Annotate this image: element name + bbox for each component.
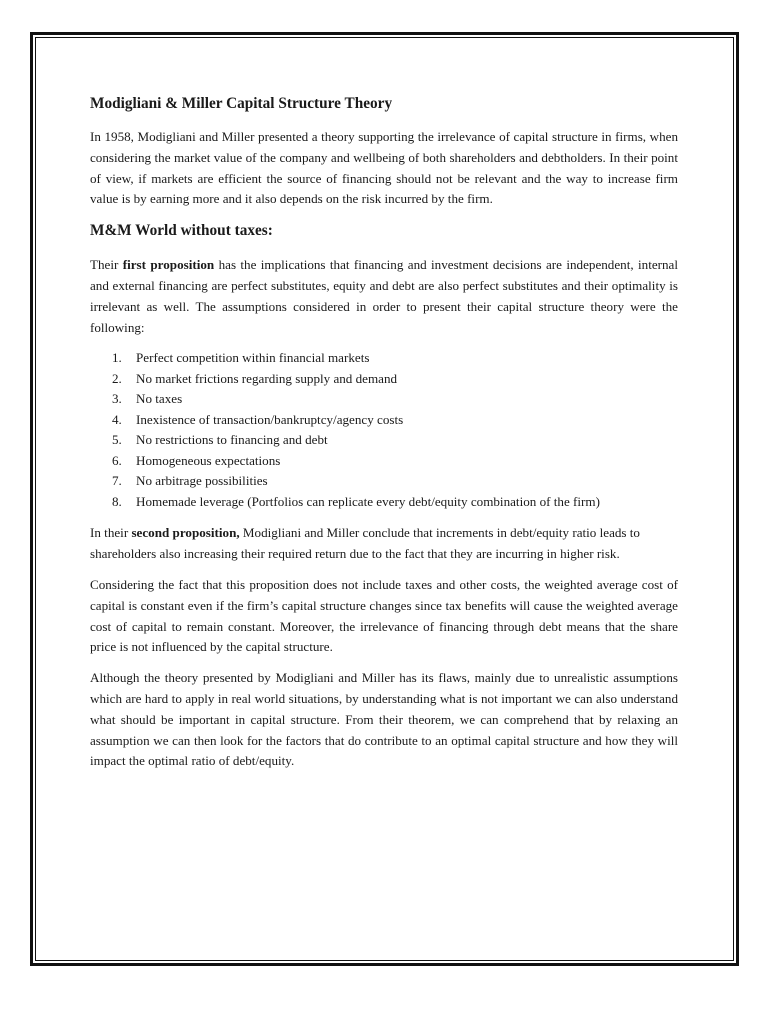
list-number: 3. — [112, 391, 122, 407]
list-text: No taxes — [136, 391, 183, 407]
first-proposition-bold: first proposition — [122, 257, 215, 273]
first-proposition-paragraph — [90, 255, 678, 338]
document-title: Modigliani & Miller Capital Structure Theory — [90, 95, 393, 112]
list-number: 2. — [112, 370, 122, 386]
list-number: 7. — [112, 473, 122, 489]
list-text: Inexistence of transaction/bankruptcy/agency costs — [136, 411, 404, 427]
list-number: 4. — [112, 411, 122, 427]
second-proposition-rest: Modigliani and Miller conclude that increments in debt/equity ratio leads to shareholders also increasing their required return due to the fact that they are incurring in higher risk. — [90, 525, 640, 562]
list-item — [90, 430, 678, 451]
document-body — [90, 93, 678, 782]
list-number: 5. — [112, 432, 122, 448]
list-item — [90, 410, 678, 431]
list-item — [90, 471, 678, 492]
list-number: 8. — [112, 493, 122, 509]
list-item — [90, 492, 678, 513]
list-item — [90, 389, 678, 410]
second-proposition-lead: In their — [90, 525, 132, 541]
assumptions-list — [90, 348, 678, 512]
list-text: No market frictions regarding supply and demand — [136, 370, 398, 386]
list-text: No restrictions to financing and debt — [136, 432, 328, 448]
first-proposition-lead: Their — [90, 257, 123, 273]
conclusion-paragraph: Although the theory presented by Modigliani and Miller has its flaws, mainly due to unrealistic assumptions which are hard to apply in real world situations, by understanding what is not important we can also understand what should be important in capital structure. From their theorem, we can comprehend that by relaxing an assumption we can then look for the factors that do contribute to an optimal capital structure and how they will impact the optimal ratio of debt/equity. — [90, 670, 678, 769]
section-heading: M&M World without taxes: — [90, 222, 273, 240]
second-proposition-bold: second proposition, — [131, 525, 240, 541]
list-item — [90, 451, 678, 472]
second-proposition-paragraph — [90, 523, 678, 565]
list-text: Perfect competition within financial markets — [136, 350, 370, 366]
list-number: 1. — [112, 350, 122, 366]
first-proposition-rest: has the implications that financing and investment decisions are independent, internal and external financing are perfect substitutes, equity and debt are also perfect substitutes and their optimality is irrelevant as well. The assumptions considered in order to present their capital structure theory were the following: — [90, 257, 678, 335]
list-text: Homemade leverage (Portfolios can replicate every debt/equity combination of the firm) — [136, 493, 600, 509]
list-item — [90, 348, 678, 369]
list-text: Homogeneous expectations — [136, 452, 281, 468]
list-number: 6. — [112, 452, 122, 468]
list-item — [90, 369, 678, 390]
intro-paragraph: In 1958, Modigliani and Miller presented a theory supporting the irrelevance of capital structure in firms, when considering the market value of the company and wellbeing of both shareholders and debtholders. In their point of view, if markets are efficient the source of financing should not be relevant and the way to increase firm value is by earning more and it also depends on the risk incurred by the firm. — [90, 129, 678, 207]
costs-paragraph: Considering the fact that this proposition does not include taxes and other costs, the weighted average cost of capital is constant even if the firm’s capital structure changes since tax benefits will cause the weighted average cost of capital to remain constant. Moreover, the irrelevance of financing through debt means that the share price is not influenced by the capital structure. — [90, 576, 678, 655]
list-text: No arbitrage possibilities — [136, 473, 268, 489]
